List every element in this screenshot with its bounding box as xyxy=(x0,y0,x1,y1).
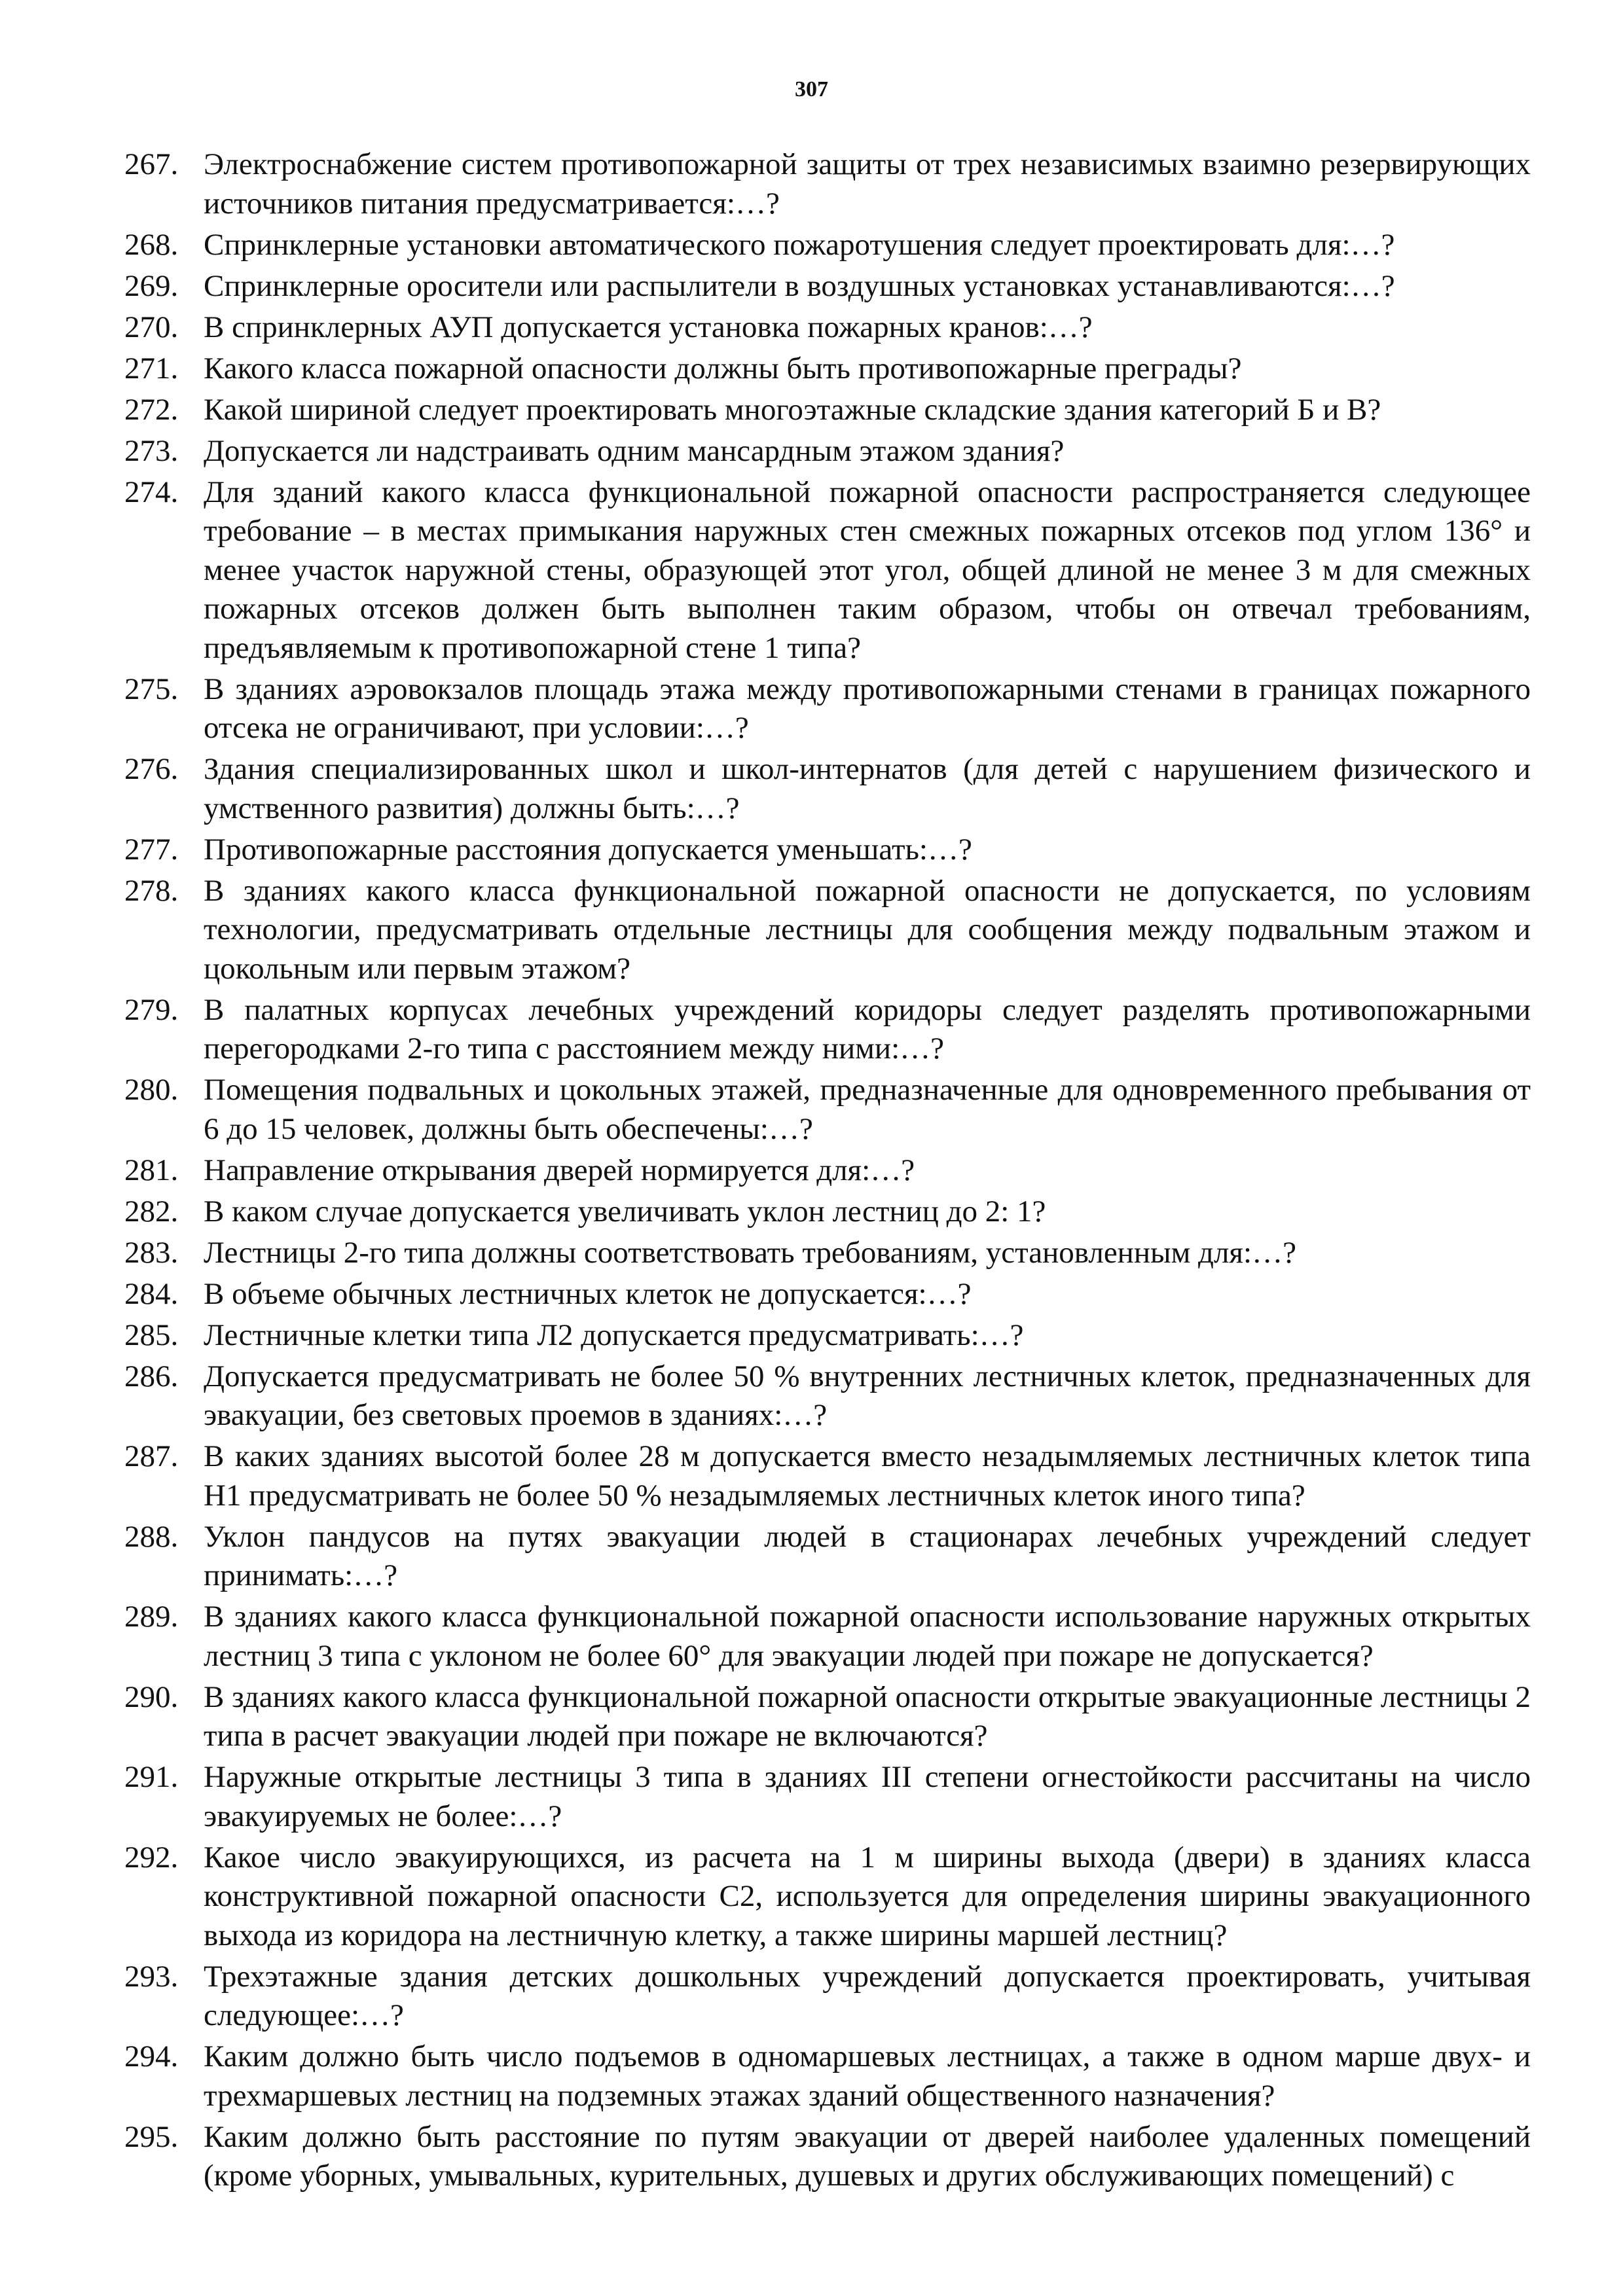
question-number: 274. xyxy=(124,475,179,509)
question-item xyxy=(124,1437,1531,1515)
question-number: 270. xyxy=(124,310,179,344)
question-number: 293. xyxy=(124,1959,179,1994)
question-text: В палатных корпусах лечебных учреждений коридоры следует разделять противопожарными перегородками 2-го типа с расстоянием между ними:…? xyxy=(204,992,1531,1066)
question-item xyxy=(124,1071,1531,1149)
question-number: 276. xyxy=(124,752,179,786)
question-number: 294. xyxy=(124,2039,179,2073)
question-text: Здания специализированных школ и школ-интернатов (для детей с нарушением физического и умственного развития) должны быть:…? xyxy=(204,752,1531,825)
question-text: Трехэтажные здания детских дошкольных учреждений допускается проектировать, учитывая следующее:…? xyxy=(204,1959,1531,2032)
question-text: Спринклерные оросители или распылители в воздушных установках устанавливаются:…? xyxy=(204,268,1395,303)
question-item xyxy=(124,1151,1531,1191)
question-item xyxy=(124,391,1531,430)
question-number: 283. xyxy=(124,1235,179,1270)
question-number: 277. xyxy=(124,832,179,867)
question-number: 289. xyxy=(124,1600,179,1634)
question-number: 292. xyxy=(124,1840,179,1874)
question-text: В каком случае допускается увеличивать уклон лестниц до 2: 1? xyxy=(204,1194,1046,1229)
question-item xyxy=(124,670,1531,748)
question-item xyxy=(124,145,1531,223)
question-text: В каких зданиях высотой более 28 м допускается вместо незадымляемых лестничных клеток типа Н1 предусматривать не более 50 % незадымляемых лестничных клеток иного типа? xyxy=(204,1439,1531,1513)
question-text: Лестничные клетки типа Л2 допускается предусматривать:…? xyxy=(204,1318,1024,1352)
question-number: 279. xyxy=(124,992,179,1027)
question-text: Какой шириной следует проектировать многоэтажные складские здания категорий Б и В? xyxy=(204,392,1381,427)
question-number: 271. xyxy=(124,351,179,386)
question-text: Противопожарные расстояния допускается уменьшать:…? xyxy=(204,832,972,867)
question-item xyxy=(124,2118,1531,2196)
question-number: 285. xyxy=(124,1318,179,1352)
question-text: Каким должно быть расстояние по путям эвакуации от дверей наиболее удаленных помещений (кроме уборных, умывальных, курительных, душевых и других обслуживающих помещений) с xyxy=(204,2119,1531,2193)
question-text: В зданиях какого класса функциональной пожарной опасности не допускается, по условиям технологии, предусматривать отдельные лестницы для сообщения между подвальным этажом и цокольным или первым этажом? xyxy=(204,873,1531,986)
question-item xyxy=(124,1678,1531,1756)
question-number: 269. xyxy=(124,268,179,303)
question-text: Наружные открытые лестницы 3 типа в зданиях III степени огнестойкости рассчитаны на число эвакуируемых не более:…? xyxy=(204,1760,1531,1833)
question-number: 291. xyxy=(124,1760,179,1794)
question-text: Какого класса пожарной опасности должны быть противопожарные преграды? xyxy=(204,351,1242,386)
question-item xyxy=(124,432,1531,471)
question-item xyxy=(124,267,1531,306)
question-number: 290. xyxy=(124,1679,179,1714)
question-text: В спринклерных АУП допускается установка пожарных кранов:…? xyxy=(204,310,1093,344)
question-text: Спринклерные установки автоматического пожаротушения следует проектировать для:…? xyxy=(204,227,1395,262)
question-number: 280. xyxy=(124,1073,179,1107)
question-text: Направление открывания дверей нормируется для:…? xyxy=(204,1153,915,1187)
question-text: Электроснабжение систем противопожарной защиты от трех независимых взаимно резервирующих источников питания предусматривается:…? xyxy=(204,147,1531,221)
question-text: Помещения подвальных и цокольных этажей, предназначенные для одновременного пребывания от 6 до 15 человек, должны быть обеспечены:…? xyxy=(204,1073,1531,1146)
question-number: 278. xyxy=(124,873,179,908)
question-item xyxy=(124,1839,1531,1956)
question-number: 287. xyxy=(124,1439,179,1473)
question-text: Допускается предусматривать не более 50 % внутренних лестничных клеток, предназначенных для эвакуации, без световых проемов в зданиях:…? xyxy=(204,1359,1531,1432)
question-number: 267. xyxy=(124,147,179,181)
question-text: В зданиях какого класса функциональной пожарной опасности открытые эвакуационные лестницы 2 типа в расчет эвакуации людей при пожаре не включаются? xyxy=(204,1679,1531,1753)
question-text: Для зданий какого класса функциональной пожарной опасности распространяется следующее требование – в местах примыкания наружных стен смежных пожарных отсеков под углом 136° и менее участок наружной стены, образующей этот угол, общей длиной не менее 3 м для смежных пожарных отсеков должен быть выполнен таким образом, чтобы он отвечал требованиям, предъявляемым к противопожарной стене 1 типа? xyxy=(204,475,1531,665)
question-item xyxy=(124,1598,1531,1676)
question-item xyxy=(124,1518,1531,1596)
question-item xyxy=(124,226,1531,265)
question-number: 295. xyxy=(124,2119,179,2154)
question-item xyxy=(124,1234,1531,1273)
question-number: 281. xyxy=(124,1153,179,1187)
question-item xyxy=(124,1758,1531,1836)
question-item xyxy=(124,872,1531,989)
question-number: 282. xyxy=(124,1194,179,1229)
question-number: 286. xyxy=(124,1359,179,1393)
page-number: 307 xyxy=(795,77,828,101)
question-text: В объеме обычных лестничных клеток не допускается:…? xyxy=(204,1276,972,1311)
question-item xyxy=(124,308,1531,348)
question-item xyxy=(124,991,1531,1069)
question-text: Допускается ли надстраивать одним мансардным этажом здания? xyxy=(204,433,1065,468)
question-list xyxy=(124,145,1531,2198)
question-number: 272. xyxy=(124,392,179,427)
question-number: 275. xyxy=(124,672,179,706)
question-number: 284. xyxy=(124,1276,179,1311)
question-text: Каким должно быть число подъемов в одномаршевых лестницах, а также в одном марше двух- и трехмаршевых лестниц на подземных этажах зданий общественного назначения? xyxy=(204,2039,1531,2113)
question-item xyxy=(124,350,1531,389)
question-item xyxy=(124,1357,1531,1435)
question-item xyxy=(124,750,1531,828)
question-item xyxy=(124,831,1531,870)
question-number: 268. xyxy=(124,227,179,262)
question-item xyxy=(124,1193,1531,1232)
question-number: 288. xyxy=(124,1519,179,1554)
question-text: В зданиях какого класса функциональной пожарной опасности использование наружных открытых лестниц 3 типа с уклоном не более 60° для эвакуации людей при пожаре не допускается? xyxy=(204,1600,1531,1673)
question-item xyxy=(124,1958,1531,2036)
question-text: Какое число эвакуирующихся, из расчета на 1 м ширины выхода (двери) в зданиях класса конструктивной пожарной опасности С2, используется для определения ширины эвакуационного выхода из коридора на лестничную клетку, а также ширины маршей лестниц? xyxy=(204,1840,1531,1952)
question-text: В зданиях аэровокзалов площадь этажа между противопожарными стенами в границах пожарного отсека не ограничивают, при условии:…? xyxy=(204,672,1531,745)
question-item xyxy=(124,473,1531,668)
question-item xyxy=(124,1275,1531,1314)
question-number: 273. xyxy=(124,433,179,468)
question-text: Уклон пандусов на путях эвакуации людей в стационарах лечебных учреждений следует принимать:…? xyxy=(204,1519,1531,1592)
question-item xyxy=(124,1316,1531,1355)
question-text: Лестницы 2-го типа должны соответствовать требованиям, установленным для:…? xyxy=(204,1235,1296,1270)
question-item xyxy=(124,2037,1531,2115)
